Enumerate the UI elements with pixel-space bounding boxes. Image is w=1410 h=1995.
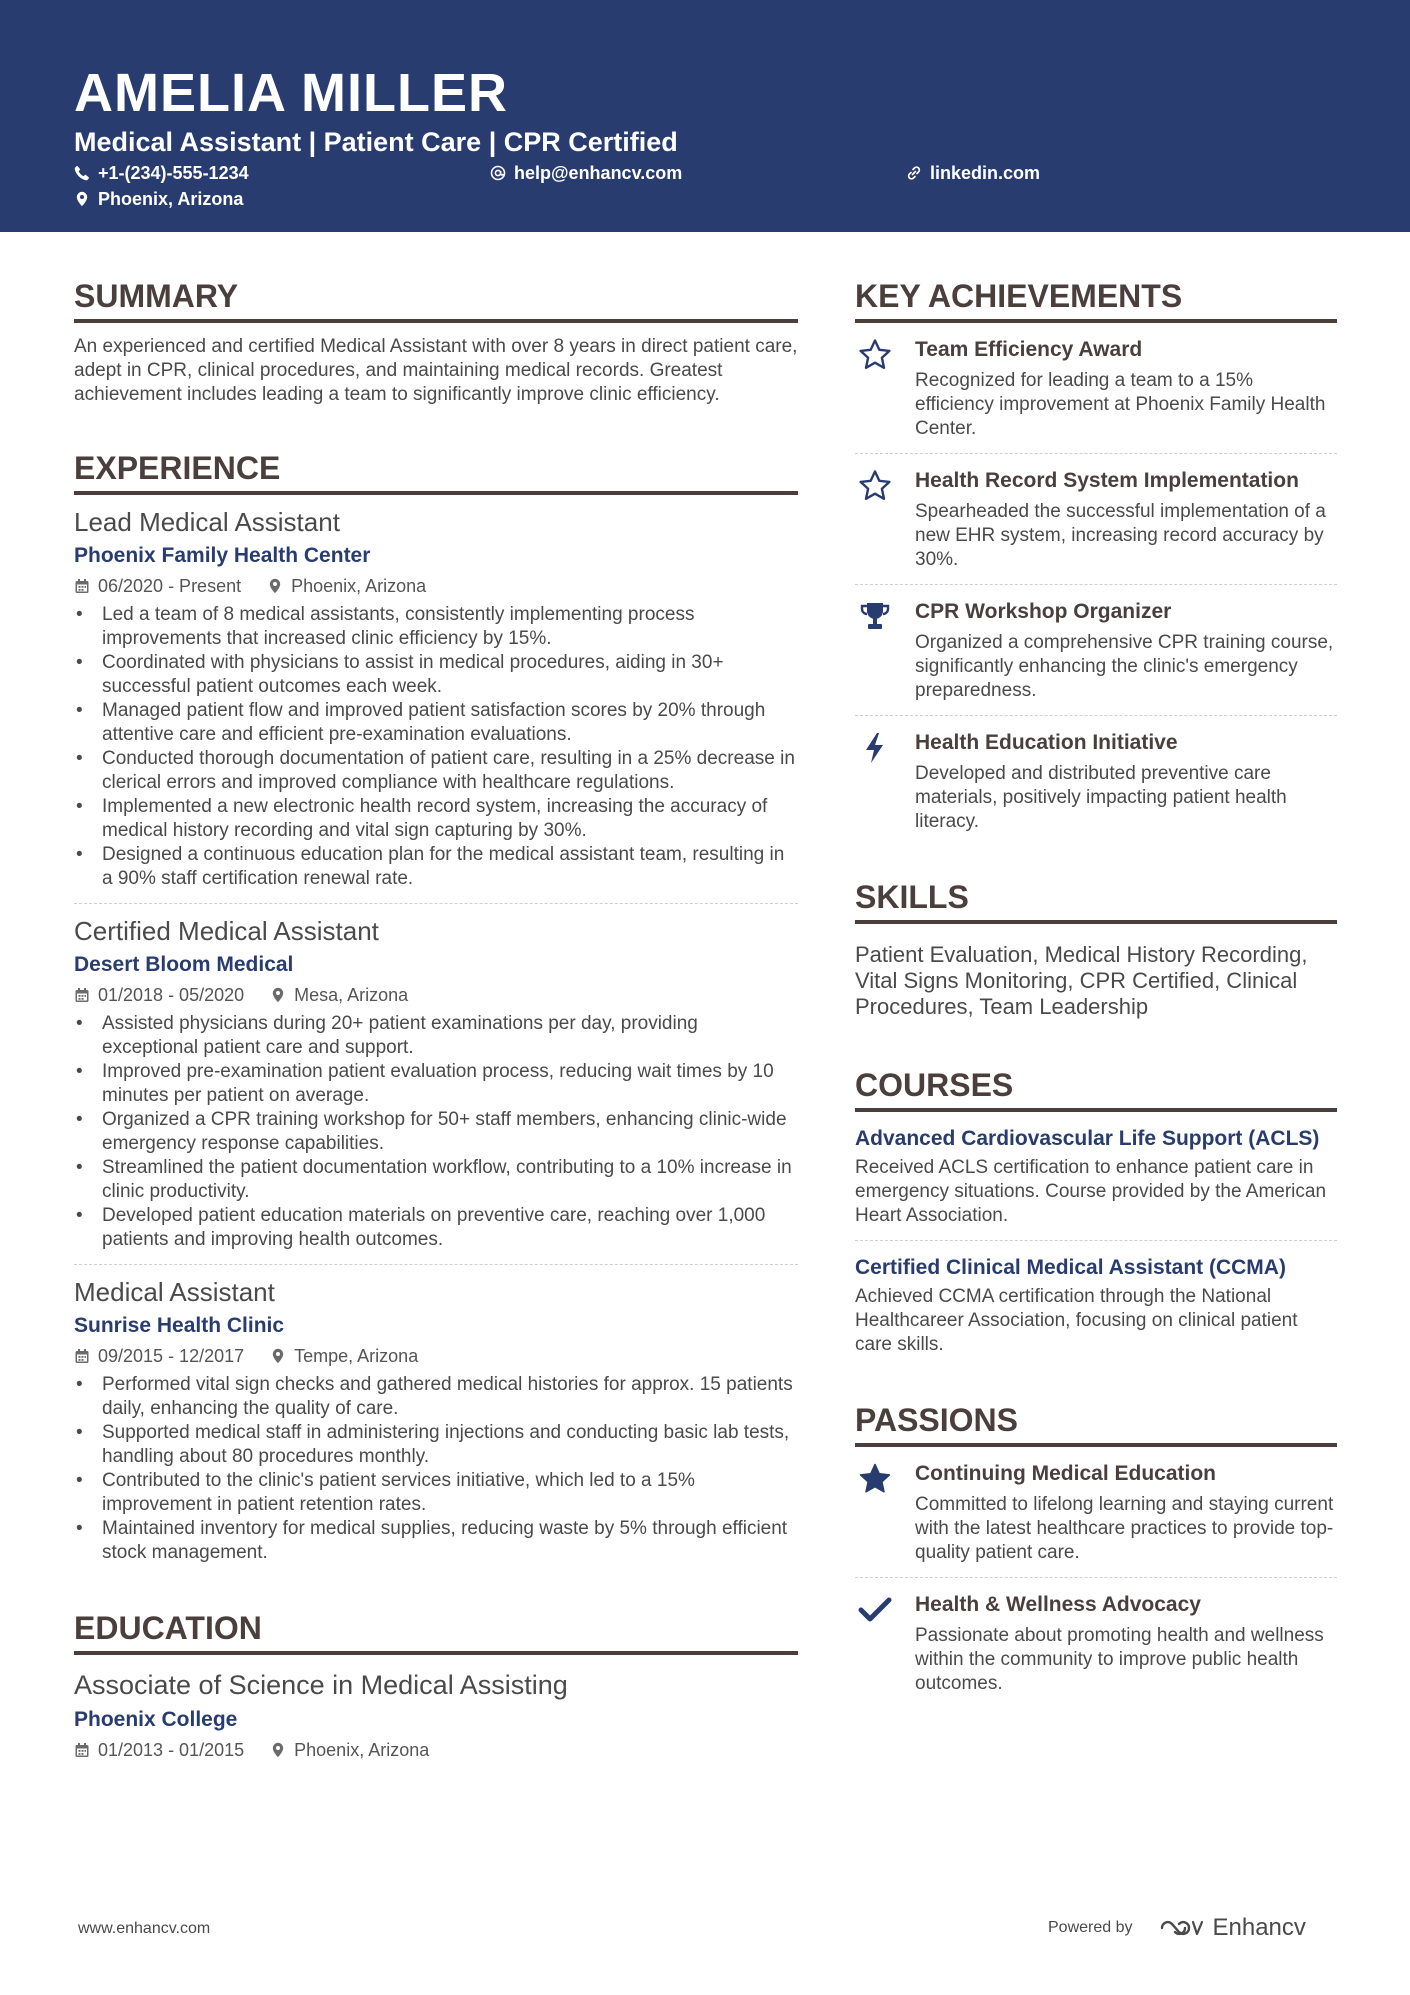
achievement-desc: Developed and distributed preventive care materials, positively impacting patient health literacy. [915, 763, 1287, 832]
powered-by-text: Powered by [1048, 1919, 1133, 1936]
education-dates [74, 1737, 244, 1763]
achievement-title: CPR Workshop Organizer [915, 600, 1172, 623]
education-degree: Associate of Science in Medical Assisting [74, 1670, 568, 1700]
star-outline-icon [857, 468, 893, 504]
email-text: help@enhancv.com [514, 163, 683, 183]
achievement-desc: Spearheaded the successful implementation of a new EHR system, increasing record accuracy by 30%. [915, 501, 1326, 570]
achievement-title: Team Efficiency Award [915, 338, 1143, 361]
job-location-text: Mesa, Arizona [294, 985, 409, 1005]
job-dates-text: 09/2015 - 12/2017 [98, 1346, 245, 1366]
summary-heading: SUMMARY [74, 275, 798, 323]
passion-desc: Passionate about promoting health and wellness within the community to improve public health outcomes. [915, 1625, 1324, 1694]
footer-website[interactable]: www.enhancv.com [78, 1920, 211, 1937]
job-dates-text: 06/2020 - Present [98, 576, 242, 596]
job-meta [74, 573, 798, 599]
achievement-desc: Organized a comprehensive CPR training course, significantly enhancing the clinic's emergency preparedness. [915, 632, 1334, 701]
job-dates [74, 1343, 244, 1369]
achievement-item [855, 454, 1337, 585]
achievements-section [855, 275, 1337, 846]
job-entry [74, 1265, 798, 1577]
education-location-text: Phoenix, Arizona [294, 1740, 430, 1760]
passion-desc: Committed to lifelong learning and staying current with the latest healthcare practices to provide top-quality patient care. [915, 1494, 1334, 1563]
skills-section [855, 876, 1337, 1020]
course-title: Certified Clinical Medical Assistant (CCMA) [855, 1256, 1286, 1279]
job-meta [74, 982, 798, 1008]
trophy-icon [857, 599, 893, 635]
job-company: Desert Bloom Medical [74, 953, 294, 976]
job-bullet: • Improved pre-examination patient evaluation process, reducing wait times by 10 minutes per patient on average. [74, 1060, 798, 1108]
achievements-heading: KEY ACHIEVEMENTS [855, 275, 1337, 323]
job-entry [74, 904, 798, 1265]
job-bullet: • Led a team of 8 medical assistants, consistently implementing process improvements that increased clinic efficiency by 15%. [74, 603, 798, 651]
contact-linkedin[interactable] [906, 162, 1040, 184]
star-filled-icon [857, 1461, 893, 1497]
contact-email[interactable] [490, 162, 682, 184]
passions-heading: PASSIONS [855, 1399, 1337, 1447]
at-icon [490, 165, 506, 181]
education-section [74, 1607, 798, 1763]
calendar-icon [74, 987, 90, 1003]
achievement-item [855, 716, 1337, 846]
link-icon [906, 165, 922, 181]
education-heading: EDUCATION [74, 1607, 798, 1655]
courses-section [855, 1064, 1337, 1369]
job-title: Certified Medical Assistant [74, 916, 379, 946]
job-bullet: • Contributed to the clinic's patient services initiative, which led to a 15% improvement in patient retention rates. [74, 1469, 798, 1517]
phone-icon [74, 165, 90, 181]
job-bullets [74, 1012, 798, 1252]
star-outline-icon [857, 337, 893, 373]
linkedin-text: linkedin.com [930, 163, 1041, 183]
summary-text: An experienced and certified Medical Assistant with over 8 years in direct patient care, adept in CPR, clinical procedures, and maintaining medical records. Greatest achievement includes leading a team to significantly improve clinic efficiency. [74, 336, 798, 405]
location-pin-icon [74, 191, 90, 207]
achievement-item [855, 585, 1337, 716]
job-location-text: Phoenix, Arizona [291, 576, 427, 596]
job-bullet: • Assisted physicians during 20+ patient examinations per day, providing exceptional patient care and support. [74, 1012, 798, 1060]
calendar-icon [74, 1348, 90, 1364]
brand-name: Enhancv [1212, 1914, 1306, 1941]
experience-heading: EXPERIENCE [74, 447, 798, 495]
phone-text: +1-(234)-555-1234 [98, 163, 249, 183]
job-location [270, 982, 408, 1008]
passion-item [855, 1447, 1337, 1578]
job-bullets [74, 603, 798, 891]
job-title: Medical Assistant [74, 1277, 275, 1307]
experience-section [74, 447, 798, 1577]
achievement-item [855, 323, 1337, 454]
course-item [855, 1241, 1337, 1369]
job-location [270, 1343, 418, 1369]
passions-section [855, 1399, 1337, 1708]
passion-title: Health & Wellness Advocacy [915, 1593, 1201, 1616]
passion-title: Continuing Medical Education [915, 1462, 1216, 1485]
achievement-title: Health Record System Implementation [915, 469, 1299, 492]
course-desc: Received ACLS certification to enhance patient care in emergency situations. Course provided by the American Heart Association. [855, 1157, 1327, 1226]
job-meta [74, 1343, 798, 1369]
calendar-icon [74, 1742, 90, 1758]
job-title: Lead Medical Assistant [74, 507, 340, 537]
location-text: Phoenix, Arizona [98, 189, 244, 209]
job-bullet: • Coordinated with physicians to assist in medical procedures, aiding in 30+ successful patient outcomes each week. [74, 651, 798, 699]
courses-heading: COURSES [855, 1064, 1337, 1112]
location-pin-icon [267, 578, 283, 594]
contact-phone [74, 162, 249, 184]
location-pin-icon [270, 1348, 286, 1364]
job-bullet: • Performed vital sign checks and gathered medical histories for approx. 15 patients daily, enhancing the quality of care. [74, 1373, 798, 1421]
education-school: Phoenix College [74, 1708, 238, 1731]
candidate-name: AMELIA MILLER [74, 63, 508, 123]
course-title: Advanced Cardiovascular Life Support (ACLS) [855, 1127, 1320, 1150]
contact-location [74, 188, 243, 210]
job-company: Phoenix Family Health Center [74, 544, 371, 567]
job-bullet: • Conducted thorough documentation of patient care, resulting in a 25% decrease in clerical errors and improved compliance with healthcare regulations. [74, 747, 798, 795]
calendar-icon [74, 578, 90, 594]
job-bullet: • Streamlined the patient documentation workflow, contributing to a 10% increase in clinic productivity. [74, 1156, 798, 1204]
skills-heading: SKILLS [855, 876, 1337, 924]
candidate-headline: Medical Assistant | Patient Care | CPR Certified [74, 127, 678, 157]
education-dates-text: 01/2013 - 01/2015 [98, 1740, 245, 1760]
achievement-title: Health Education Initiative [915, 731, 1178, 754]
education-meta [74, 1737, 798, 1763]
lightning-icon [857, 730, 893, 766]
job-bullet: • Supported medical staff in administering injections and conducting basic lab tests, handling about 80 procedures monthly. [74, 1421, 798, 1469]
job-bullet: • Maintained inventory for medical supplies, reducing waste by 5% through efficient stock management. [74, 1517, 798, 1565]
job-company: Sunrise Health Clinic [74, 1314, 285, 1337]
resume-header [0, 0, 1410, 232]
job-bullet: • Implemented a new electronic health record system, increasing the accuracy of medical history recording and vital sign capturing by 30%. [74, 795, 798, 843]
job-bullet: • Organized a CPR training workshop for 50+ staff members, enhancing clinic-wide emergency response capabilities. [74, 1108, 798, 1156]
location-pin-icon [270, 1742, 286, 1758]
course-item [855, 1112, 1337, 1241]
job-location-text: Tempe, Arizona [294, 1346, 419, 1366]
location-pin-icon [270, 987, 286, 1003]
job-bullet: • Designed a continuous education plan for the medical assistant team, resulting in a 90% staff certification renewal rate. [74, 843, 798, 891]
job-dates-text: 01/2018 - 05/2020 [98, 985, 245, 1005]
course-desc: Achieved CCMA certification through the National Healthcareer Association, focusing on clinical patient care skills. [855, 1286, 1298, 1355]
enhancv-logo-icon [1159, 1916, 1205, 1940]
summary-section [74, 275, 798, 407]
job-bullet: • Managed patient flow and improved patient satisfaction scores by 20% through attentive care and efficient pre-examination evaluations. [74, 699, 798, 747]
achievement-desc: Recognized for leading a team to a 15% efficiency improvement at Phoenix Family Health Center. [915, 370, 1326, 439]
job-location [267, 573, 426, 599]
job-bullet: • Developed patient education materials on preventive care, reaching over 1,000 patients and improving health outcomes. [74, 1204, 798, 1252]
job-entry [74, 495, 798, 904]
job-dates [74, 982, 244, 1008]
job-dates [74, 573, 241, 599]
job-bullets [74, 1373, 798, 1565]
brand-logo[interactable] [1159, 1914, 1306, 1942]
checkmark-icon [857, 1592, 893, 1628]
education-location [270, 1737, 429, 1763]
footer-branding [1048, 1914, 1306, 1942]
passion-item [855, 1578, 1337, 1708]
right-column [855, 275, 1337, 1748]
left-column [74, 275, 798, 1803]
skills-text: Patient Evaluation, Medical History Recording, Vital Signs Monitoring, CPR Certified, Clinical Procedures, Team Leadership [855, 942, 1308, 1019]
